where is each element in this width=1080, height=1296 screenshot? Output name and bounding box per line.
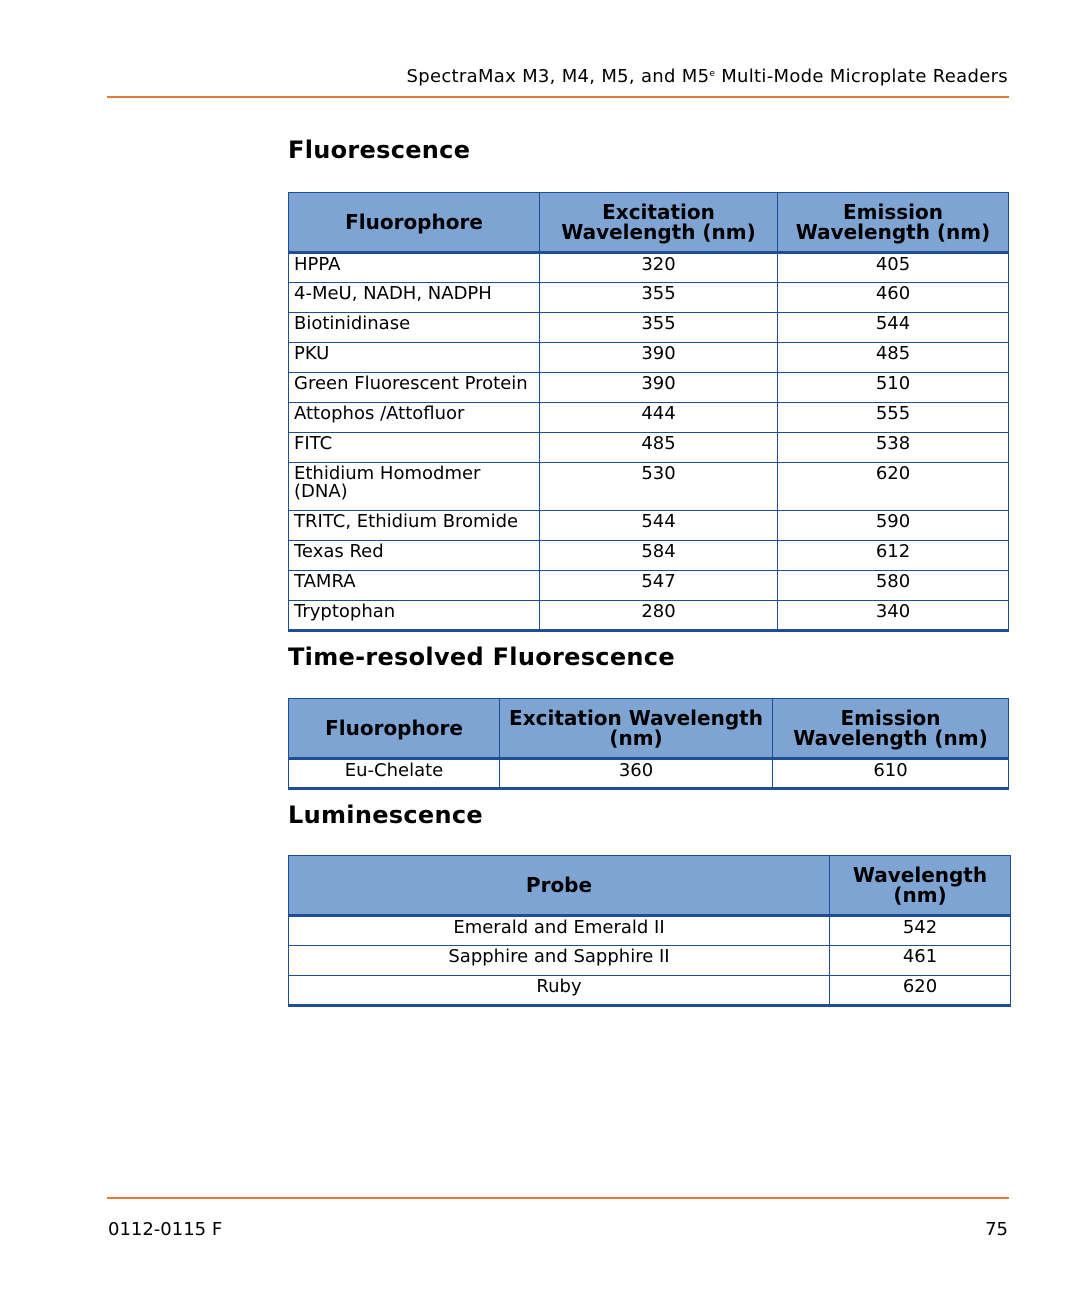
table-row	[289, 343, 1009, 373]
fluorophore-cell: Tryptophan	[289, 601, 540, 631]
emission-cell: 620	[778, 463, 1009, 511]
column-header-wavelength: Wavelength (nm)	[830, 856, 1011, 916]
wavelength-cell: 620	[830, 976, 1011, 1006]
excitation-cell: 320	[540, 253, 778, 283]
header-divider	[107, 96, 1009, 98]
header-title-superscript: e	[709, 69, 716, 79]
table-row	[289, 313, 1009, 343]
table-row	[289, 253, 1009, 283]
probe-cell: Ruby	[289, 976, 830, 1006]
luminescence-header-row	[289, 856, 1011, 916]
fluorophore-cell: TAMRA	[289, 571, 540, 601]
header-title-text: SpectraMax M3, M4, M5, and M5	[406, 66, 710, 87]
time-resolved-heading: Time-resolved Fluorescence	[288, 643, 675, 671]
probe-cell: Emerald and Emerald II	[289, 916, 830, 946]
emission-cell: 460	[778, 283, 1009, 313]
table-row	[289, 759, 1009, 789]
probe-cell: Sapphire and Sapphire II	[289, 946, 830, 976]
table-row	[289, 373, 1009, 403]
excitation-cell: 547	[540, 571, 778, 601]
table-row	[289, 946, 1011, 976]
header-title-suffix: Multi-Mode Microplate Readers	[715, 66, 1008, 87]
running-header	[407, 66, 1008, 87]
wavelength-cell: 542	[830, 916, 1011, 946]
time-resolved-header-row	[289, 699, 1009, 759]
excitation-cell: 360	[500, 759, 773, 789]
excitation-cell: 485	[540, 433, 778, 463]
emission-cell: 340	[778, 601, 1009, 631]
fluorophore-cell: Biotinidinase	[289, 313, 540, 343]
excitation-cell: 390	[540, 373, 778, 403]
column-header-excitation: Excitation Wavelength (nm)	[500, 699, 773, 759]
fluorescence-header-row	[289, 193, 1009, 253]
table-row	[289, 463, 1009, 511]
fluorophore-cell: Texas Red	[289, 541, 540, 571]
luminescence-heading: Luminescence	[288, 801, 483, 829]
table-row	[289, 403, 1009, 433]
fluorophore-cell: PKU	[289, 343, 540, 373]
emission-cell: 610	[773, 759, 1009, 789]
table-row	[289, 511, 1009, 541]
fluorescence-heading: Fluorescence	[288, 136, 471, 164]
emission-cell: 580	[778, 571, 1009, 601]
fluorophore-cell: Green Fluorescent Protein	[289, 373, 540, 403]
column-header-fluorophore: Fluorophore	[289, 193, 540, 253]
emission-cell: 510	[778, 373, 1009, 403]
fluorophore-cell: 4-MeU, NADH, NADPH	[289, 283, 540, 313]
column-header-emission: Emission Wavelength (nm)	[773, 699, 1009, 759]
table-row	[289, 976, 1011, 1006]
emission-cell: 555	[778, 403, 1009, 433]
fluorophore-cell: Eu-Chelate	[289, 759, 500, 789]
page-number: 75	[985, 1219, 1008, 1240]
column-header-fluorophore: Fluorophore	[289, 699, 500, 759]
excitation-cell: 355	[540, 283, 778, 313]
fluorophore-cell: Ethidium Homodmer (DNA)	[289, 463, 540, 511]
table-row	[289, 601, 1009, 631]
excitation-cell: 584	[540, 541, 778, 571]
emission-cell: 485	[778, 343, 1009, 373]
emission-cell: 405	[778, 253, 1009, 283]
table-row	[289, 916, 1011, 946]
column-header-probe: Probe	[289, 856, 830, 916]
emission-cell: 544	[778, 313, 1009, 343]
excitation-cell: 355	[540, 313, 778, 343]
fluorescence-table	[288, 192, 1009, 632]
emission-cell: 590	[778, 511, 1009, 541]
emission-cell: 538	[778, 433, 1009, 463]
wavelength-cell: 461	[830, 946, 1011, 976]
document-number: 0112-0115 F	[108, 1219, 223, 1240]
fluorophore-cell: Attophos /Attofluor	[289, 403, 540, 433]
excitation-cell: 544	[540, 511, 778, 541]
emission-cell: 612	[778, 541, 1009, 571]
excitation-cell: 390	[540, 343, 778, 373]
excitation-cell: 280	[540, 601, 778, 631]
fluorophore-cell: TRITC, Ethidium Bromide	[289, 511, 540, 541]
excitation-cell: 530	[540, 463, 778, 511]
table-row	[289, 541, 1009, 571]
time-resolved-table	[288, 698, 1009, 790]
table-row	[289, 283, 1009, 313]
fluorophore-cell: FITC	[289, 433, 540, 463]
excitation-cell: 444	[540, 403, 778, 433]
footer-divider	[107, 1197, 1009, 1199]
luminescence-table	[288, 855, 1011, 1007]
column-header-emission: Emission Wavelength (nm)	[778, 193, 1009, 253]
table-row	[289, 433, 1009, 463]
fluorophore-cell: HPPA	[289, 253, 540, 283]
column-header-excitation: Excitation Wavelength (nm)	[540, 193, 778, 253]
table-row	[289, 571, 1009, 601]
